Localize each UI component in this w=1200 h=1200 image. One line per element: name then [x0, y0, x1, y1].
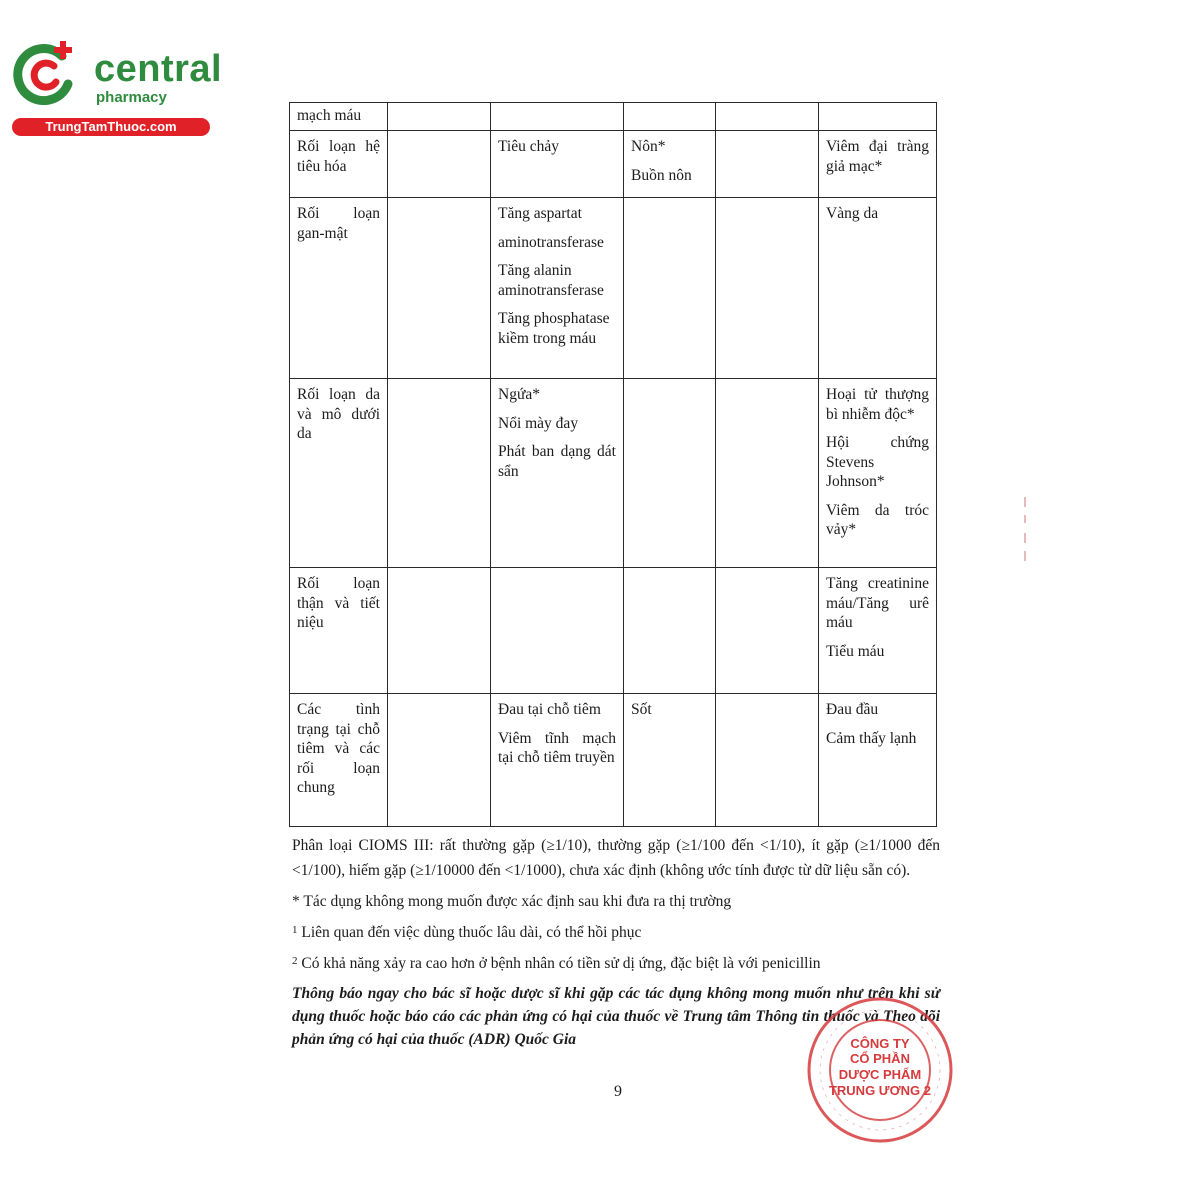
table-row [290, 379, 937, 568]
table-cell [624, 131, 716, 198]
table-cell [624, 198, 716, 379]
organ-cell: Các tình trạng tại chỗ tiêm và các rối loạn chung [290, 694, 388, 827]
table-cell [491, 198, 624, 379]
table-cell [388, 694, 491, 827]
table-cell [624, 694, 716, 827]
effect-text: Hội chứng Stevens Johnson* [826, 434, 929, 490]
adr-warning: Thông báo ngay cho bác sĩ hoặc dược sĩ khi gặp các tác dụng không mong muốn như trên khi sử dụng thuốc hoặc báo cáo các phản ứng có hại của thuốc về Trung tâm Thông tin thuốc và Theo dõi phản ứng có hại của thuốc (ADR) Quốc Gia [292, 985, 940, 1048]
table-cell [388, 198, 491, 379]
logo-sub-text: pharmacy [96, 89, 167, 106]
table-cell [716, 568, 819, 694]
table-cell [491, 103, 624, 131]
side-effects-table [289, 102, 937, 827]
footnote-1 [292, 920, 940, 945]
table-cell [388, 103, 491, 131]
organ-cell: Rối loạn thận và tiết niệu [290, 568, 388, 694]
table-cell [819, 103, 937, 131]
footnote-1-text: Liên quan đến việc dùng thuốc lâu dài, có thể hồi phục [301, 924, 642, 941]
effect-text: Viêm đại tràng giả mạc* [826, 138, 929, 175]
table-row [290, 131, 937, 198]
effect-text: Ngứa* [498, 386, 540, 403]
effect-text: Hoại tử thượng bì nhiễm độc* [826, 386, 929, 423]
effect-text: Cảm thấy lạnh [826, 729, 917, 747]
effect-text: Buồn nôn [631, 166, 692, 184]
table-cell [491, 131, 624, 198]
cioms-classification-note: Phân loại CIOMS III: rất thường gặp (≥1/10), thường gặp (≥1/100 đến <1/10), ít gặp (≥1/1000 đến <1/100), hiếm gặp (≥1/10000 đến <1/1000), chưa xác định (không ước tính được từ dữ liệu sẵn có). [292, 837, 940, 879]
effect-text: Đau đầu [826, 701, 879, 718]
table-cell [388, 568, 491, 694]
pharmacy-logo[interactable] [10, 38, 223, 138]
table-cell [716, 103, 819, 131]
table-row [290, 694, 937, 827]
effect-text: Viêm da tróc vảy* [826, 501, 929, 538]
effect-text: Tăng creatinine máu/Tăng urê máu [826, 575, 929, 631]
effect-text: Đau tại chỗ tiêm [498, 701, 601, 718]
effect-text: Tăng alanin aminotransferase [498, 262, 604, 299]
effect-text: Tiêu chảy [498, 138, 559, 155]
stamp-line-3: DƯỢC PHẨM [838, 1067, 922, 1082]
table-cell [491, 568, 624, 694]
table-cell [716, 198, 819, 379]
stamp-line-4: TRUNG ƯƠNG 2 [828, 1083, 932, 1098]
table-cell [388, 131, 491, 198]
table-cell [624, 379, 716, 568]
effect-text: Tăng aspartat [498, 205, 582, 222]
footnote-2-marker: 2 [292, 955, 298, 967]
effect-text: aminotransferase [498, 233, 604, 251]
effect-text: Phát ban dạng dát sẩn [498, 443, 616, 480]
margin-mark-icon [1018, 495, 1032, 565]
effect-text: Nôn* [631, 138, 666, 155]
organ-cell: Rối loạn hệ tiêu hóa [290, 131, 388, 198]
organ-cell: Rối loạn da và mô dưới da [290, 379, 388, 568]
effect-text: Nổi mày đay [498, 414, 579, 432]
footnote-2 [292, 951, 940, 976]
table-cell [491, 694, 624, 827]
effect-text: Sốt [631, 701, 652, 718]
table-cell [819, 198, 937, 379]
table-cell [716, 379, 819, 568]
table-cell [819, 379, 937, 568]
table-cell [624, 568, 716, 694]
table-cell [716, 694, 819, 827]
footnote-2-text: Có khả năng xảy ra cao hơn ở bệnh nhân có tiền sử dị ứng, đặc biệt là với penicillin [301, 955, 821, 972]
effect-text: Tăng phosphatase kiềm trong máu [498, 310, 610, 347]
table-cell [624, 103, 716, 131]
organ-cell: mạch máu [290, 103, 388, 131]
footnote-1-marker: 1 [292, 924, 298, 936]
table-cell [819, 568, 937, 694]
table-cell [819, 694, 937, 827]
post-marketing-note: * Tác dụng không mong muốn được xác định sau khi đưa ra thị trường [292, 893, 732, 910]
stamp-line-2: CỔ PHẦN [850, 1051, 910, 1066]
effect-text: Vàng da [826, 205, 879, 222]
table-cell [388, 379, 491, 568]
logo-brand-text: central [94, 48, 223, 90]
table-cell [491, 379, 624, 568]
table-cell [716, 131, 819, 198]
table-row [290, 568, 937, 694]
effect-text: Tiểu máu [826, 642, 885, 660]
effect-text: Viêm tĩnh mạch tại chỗ tiêm truyền [498, 729, 616, 766]
page-number: 9 [614, 1083, 622, 1100]
logo-url-badge[interactable]: TrungTamThuoc.com [12, 118, 210, 136]
table-cell [819, 131, 937, 198]
organ-cell: Rối loạn gan-mật [290, 198, 388, 379]
table-row [290, 103, 937, 131]
central-pharmacy-logo-icon [10, 38, 82, 110]
table-row [290, 198, 937, 379]
stamp-line-1: CÔNG TY [850, 1036, 910, 1051]
